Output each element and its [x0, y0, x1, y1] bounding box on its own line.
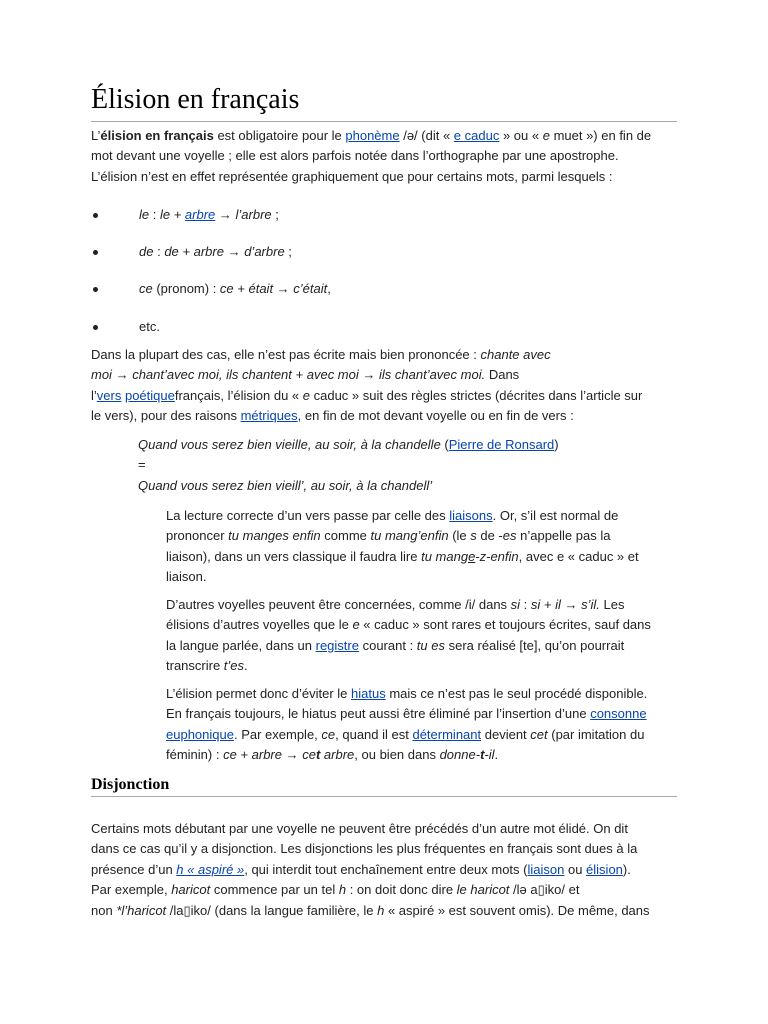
- text: n’appelle pas la: [516, 528, 611, 544]
- italic-text: haricot: [171, 882, 211, 898]
- italic-text: →: [358, 367, 379, 383]
- italic-text: le: [139, 207, 150, 222]
- link-liaisons[interactable]: liaisons: [449, 508, 493, 523]
- verse-line-2: [138, 476, 678, 496]
- text: élisions d’autres voyelles que le: [166, 617, 353, 633]
- link-vers[interactable]: vers: [96, 387, 122, 403]
- italic-text: ils chantent: [226, 367, 292, 383]
- text: :: [149, 207, 160, 222]
- link-registre[interactable]: registre: [315, 637, 359, 653]
- indent2-line-3: [166, 636, 678, 656]
- text: :: [520, 597, 531, 612]
- text: mais ce n’est pas le seul procédé disponible.: [385, 686, 648, 701]
- italic-text: l’arbre: [235, 207, 272, 222]
- italic-text: de: [164, 244, 179, 259]
- text: sera réalisé [te], qu’on pourrait: [444, 637, 625, 653]
- link-poetique[interactable]: poétique: [124, 387, 175, 403]
- text: de -: [476, 528, 503, 544]
- italic-text: de: [139, 244, 154, 259]
- italic-text: arbre: [251, 747, 282, 763]
- indent1-line-4: liaison.: [166, 569, 207, 585]
- italic-text: ce: [139, 281, 153, 296]
- text: ;: [284, 244, 292, 259]
- italic-text: était: [248, 281, 274, 296]
- text: Dans: [485, 367, 520, 383]
- text: la langue parlée, dans un: [166, 637, 316, 653]
- bold-term: élision en français: [100, 128, 214, 143]
- italic-text: +: [236, 747, 252, 763]
- italic-text: si: [510, 597, 521, 612]
- text: (: [440, 437, 449, 452]
- text: le vers), pour des raisons: [91, 408, 241, 424]
- italic-text: ,: [218, 367, 227, 383]
- text: (par imitation du: [547, 726, 645, 742]
- italic-text: es: [502, 528, 517, 544]
- text: L’élision permet donc d’éviter le: [166, 686, 351, 701]
- text: non: [91, 902, 117, 918]
- italic-text: ce: [321, 726, 336, 742]
- italic-text: ils chant’avec moi.: [379, 367, 486, 383]
- para2-line-1: [91, 345, 681, 365]
- italic-text: e: [542, 128, 550, 143]
- indent2-line-4: [166, 656, 678, 676]
- intro-line-2: mot devant une voyelle ; elle est alors parfois notée dans l’orthographe par une apostrophe.: [91, 148, 619, 164]
- link-determinant[interactable]: déterminant: [412, 726, 482, 742]
- text: caduc » suit des règles strictes (décrites dans l’article sur: [310, 387, 643, 403]
- italic-text: s’il.: [581, 597, 600, 612]
- italic-text: tu mang’enfin: [370, 528, 449, 544]
- link-h-aspire[interactable]: h « aspiré »: [176, 861, 245, 877]
- para3-line-2: dans ce cas qu’il y a disjonction. Les disjonctions les plus fréquentes en français sont dues à la: [91, 841, 638, 857]
- italic-text: e: [352, 617, 360, 633]
- italic-text: moi: [91, 367, 112, 383]
- italic-text: tu mang: [421, 548, 469, 564]
- para2-line-2: [91, 365, 681, 385]
- page-title: Élision en français: [91, 80, 677, 122]
- link-pierre-de-ronsard[interactable]: Pierre de Ronsard: [448, 437, 555, 452]
- italic-text: +: [540, 597, 556, 612]
- link-metriques[interactable]: métriques: [240, 408, 298, 424]
- italic-text: il: [555, 597, 561, 612]
- italic-text: c’était: [293, 281, 328, 296]
- italic-text: *l’haricot: [116, 902, 167, 918]
- link-euphonique[interactable]: euphonique: [166, 726, 234, 742]
- italic-text: Quand vous serez bien vieill’, au soir, à la chandell’: [138, 477, 433, 493]
- paragraph-elision-prononcee: [91, 345, 681, 427]
- text: « caduc » sont rares et toujours écrites, sauf dans: [359, 617, 651, 633]
- text: , qui interdit tout enchaînement entre deux mots (: [244, 861, 528, 877]
- indent1-line-3: [166, 547, 678, 567]
- intro-line-3: L’élision n’est en effet représentée graphiquement que pour certains mots, parmi lesquels :: [91, 168, 613, 184]
- italic-text: arbre: [193, 244, 224, 259]
- italic-text: +: [178, 244, 194, 259]
- list-item-text: [139, 279, 331, 299]
- text: Par exemple,: [91, 882, 172, 898]
- italic-text: +: [170, 207, 185, 222]
- para3-line-5: [91, 901, 681, 921]
- text: liaison), dans un vers classique il faudra lire: [166, 548, 422, 564]
- link-elision[interactable]: élision: [586, 861, 623, 877]
- text: L’: [91, 128, 101, 143]
- text: ou: [564, 861, 587, 877]
- bullet-icon: [93, 213, 98, 218]
- italic-text: t’es: [223, 658, 245, 674]
- text: .: [494, 747, 499, 763]
- indent1-line-1: [166, 506, 678, 526]
- list-item-text: [139, 205, 279, 225]
- verse-quote: [138, 435, 678, 496]
- text: courant :: [358, 637, 417, 653]
- bullet-icon: [93, 250, 98, 255]
- italic-text: +: [233, 281, 249, 296]
- text: , ou bien dans: [354, 747, 440, 763]
- text: ,: [327, 281, 331, 296]
- link-consonne[interactable]: consonne: [590, 706, 647, 722]
- link-hiatus[interactable]: hiatus: [351, 686, 386, 701]
- list-item-text: [139, 242, 292, 262]
- italic-text: -z-enfin: [475, 548, 519, 564]
- text: /ə/ (dit «: [399, 128, 454, 143]
- italic-text: →: [560, 597, 582, 612]
- underlined-letter: e: [468, 548, 476, 564]
- indented-paragraph-hiatus: [166, 684, 678, 766]
- italic-text: →: [223, 244, 245, 259]
- text: est obligatoire pour le: [213, 128, 346, 143]
- indented-paragraph-autres-voyelles: [166, 595, 678, 677]
- indent3-line-1: [166, 684, 678, 704]
- italic-text: si: [530, 597, 541, 612]
- text: féminin) :: [166, 747, 224, 763]
- text: : on doit donc dire: [346, 882, 457, 898]
- italic-text: le haricot: [456, 882, 510, 898]
- list-item: [93, 205, 653, 225]
- italic-text: →: [282, 747, 303, 763]
- text: , quand il est: [335, 726, 413, 742]
- text: français, l’élision du «: [174, 387, 303, 403]
- list-item: [93, 279, 653, 299]
- italic-text: arbre: [320, 747, 355, 763]
- para2-line-4: [91, 406, 681, 426]
- italic-text: ce: [223, 747, 237, 763]
- italic-text: e: [302, 387, 310, 403]
- text: ): [554, 437, 559, 452]
- text: muet ») en fin de: [549, 128, 652, 143]
- italic-text: Quand vous serez bien vieille, au soir, à la chandelle: [138, 437, 441, 452]
- section-heading-disjonction: Disjonction: [91, 774, 677, 797]
- link-liaison[interactable]: liaison: [527, 861, 565, 877]
- text: Les: [599, 597, 625, 612]
- text: prononcer: [166, 528, 229, 544]
- italic-text: chante avec: [480, 347, 551, 362]
- text: , avec e « caduc » et: [518, 548, 639, 564]
- italic-text: le: [159, 207, 171, 222]
- indented-paragraph-liaisons: [166, 506, 678, 588]
- italic-text: ce: [302, 747, 316, 763]
- para3-line-3: [91, 860, 681, 880]
- indent2-line-2: [166, 615, 678, 635]
- bold-italic-letter: t: [315, 747, 321, 763]
- para3-line-4: [91, 880, 681, 900]
- paragraph-disjonction: [91, 819, 681, 921]
- text: , en fin de mot devant voyelle ou en fin de vers :: [297, 408, 574, 424]
- italic-text: s: [470, 528, 477, 544]
- text: comme: [320, 528, 371, 544]
- link-e-caduc[interactable]: e caduc: [453, 128, 500, 143]
- indent1-line-2: [166, 526, 678, 546]
- italic-text: avec moi: [306, 367, 359, 383]
- text: :: [153, 244, 165, 259]
- text: (pronom) :: [152, 281, 220, 296]
- text: « aspiré » est souvent omis). De même, dans: [384, 902, 650, 918]
- italic-text: h: [377, 902, 385, 918]
- text: présence d’un: [91, 861, 177, 877]
- italic-text: →: [273, 281, 294, 296]
- text: (le: [448, 528, 471, 544]
- text: La lecture correcte d’un vers passe par celle des: [166, 508, 450, 523]
- text: /la▯iko/ (dans la langue familière, le: [166, 902, 378, 918]
- text: commence par un tel: [210, 882, 339, 898]
- italic-text: ce: [219, 281, 234, 296]
- text: . Or, s’il est normal de: [492, 508, 619, 523]
- text: /lə a▯iko/ et: [509, 882, 580, 898]
- italic-text: +: [291, 367, 307, 383]
- text: En français toujours, le hiatus peut aussi être éliminé par l’insertion d’une: [166, 706, 591, 722]
- list-item-text: etc.: [139, 319, 160, 334]
- italic-text: chant’avec moi: [132, 367, 219, 383]
- indent3-line-2: [166, 704, 678, 724]
- text: . Par exemple,: [233, 726, 322, 742]
- text: transcrire: [166, 658, 224, 674]
- italic-text: →: [215, 207, 236, 222]
- italic-text: tu es: [416, 637, 445, 653]
- para2-line-3: [91, 386, 681, 406]
- text: Dans la plupart des cas, elle n’est pas écrite mais bien prononcée :: [91, 347, 481, 362]
- list-item: [93, 317, 653, 337]
- text: ;: [271, 207, 279, 222]
- link-arbre[interactable]: arbre: [184, 207, 216, 222]
- italic-text: cet: [530, 726, 548, 742]
- italic-text: -il: [484, 747, 495, 763]
- verse-line-1: [138, 435, 678, 455]
- intro-line-1: [91, 126, 681, 146]
- indent2-line-1: [166, 595, 678, 615]
- italic-text: donne-: [439, 747, 481, 763]
- indent3-line-4: [166, 745, 678, 765]
- list-item: [93, 242, 653, 262]
- intro-paragraph: [91, 126, 681, 187]
- italic-text: →: [111, 367, 133, 383]
- text: l’: [91, 387, 97, 403]
- text: » ou «: [499, 128, 543, 143]
- bold-italic-letter: t: [480, 747, 485, 763]
- bullet-icon: [93, 325, 98, 330]
- text: devient: [481, 726, 531, 742]
- indent3-line-3: [166, 725, 678, 745]
- bullet-icon: [93, 287, 98, 292]
- link-phoneme[interactable]: phonème: [345, 128, 400, 143]
- text: ).: [622, 861, 631, 877]
- italic-text: tu manges enfin: [228, 528, 321, 544]
- text: D’autres voyelles peuvent être concernées, comme /i/ dans: [166, 597, 511, 612]
- para3-line-1: Certains mots débutant par une voyelle ne peuvent être précédés d’un autre mot élidé. On dit: [91, 821, 628, 836]
- text: .: [244, 658, 248, 674]
- italic-text: h: [338, 882, 347, 898]
- verse-equals: =: [138, 457, 146, 473]
- italic-text: d’arbre: [244, 244, 285, 259]
